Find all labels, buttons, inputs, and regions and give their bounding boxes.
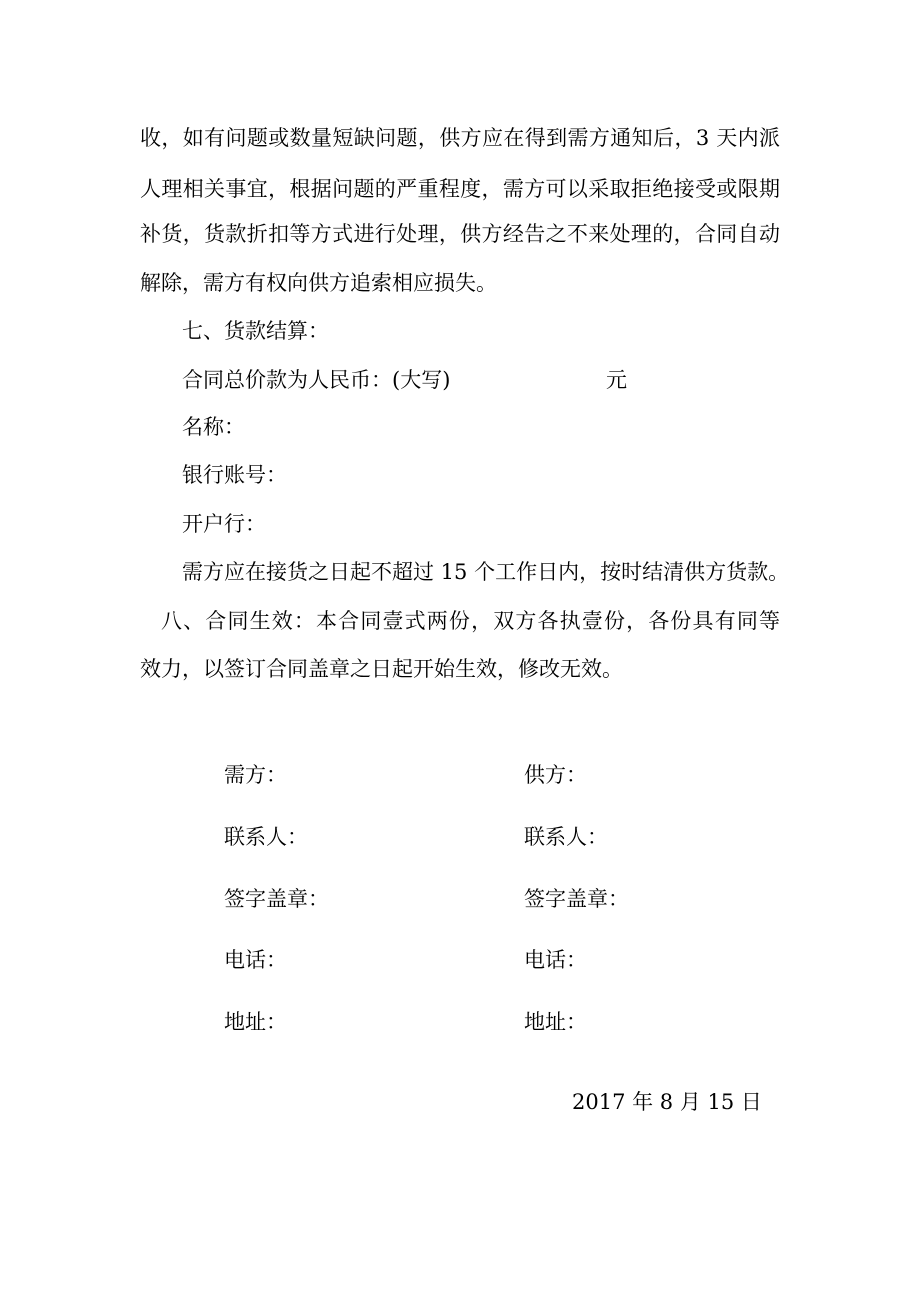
seller-phone-label: 电话：	[524, 948, 587, 972]
total-price-unit: 元	[606, 368, 627, 392]
paragraph-line-1: 收，如有问题或数量短缺问题，供方应在得到需方通知后，3 天内派	[140, 126, 780, 150]
paragraph-line-4: 解除，需方有权向供方追索相应损失。	[140, 271, 497, 295]
section-7-heading: 七、货款结算：	[182, 319, 329, 343]
bank-label: 开户行：	[182, 512, 266, 536]
paragraph-line-3: 补货，货款折扣等方式进行处理，供方经告之不来处理的，合同自动	[140, 222, 780, 246]
section-8-line-1: 八、合同生效：本合同壹式两份，双方各执壹份，各份具有同等	[161, 609, 780, 633]
contract-date: 2017 年 8 月 15 日	[572, 1090, 762, 1114]
payment-terms: 需方应在接货之日起不超过 15 个工作日内，按时结清供方货款。	[182, 560, 790, 584]
buyer-address-label: 地址：	[224, 1010, 287, 1034]
name-label: 名称：	[182, 415, 245, 439]
buyer-phone-label: 电话：	[224, 948, 287, 972]
seller-sign-label: 签字盖章：	[524, 887, 629, 911]
buyer-contact-label: 联系人：	[224, 825, 308, 849]
buyer-sign-label: 签字盖章：	[224, 887, 329, 911]
bank-account-label: 银行账号：	[182, 463, 287, 487]
buyer-label: 需方：	[224, 763, 287, 787]
total-price-label: 合同总价款为人民币：(大写)	[182, 368, 451, 392]
seller-contact-label: 联系人：	[524, 825, 608, 849]
seller-address-label: 地址：	[524, 1010, 587, 1034]
section-8-line-2: 效力，以签订合同盖章之日起开始生效，修改无效。	[140, 657, 623, 681]
paragraph-line-2: 人理相关事宜，根据问题的严重程度，需方可以采取拒绝接受或限期	[140, 177, 780, 201]
seller-label: 供方：	[524, 763, 587, 787]
